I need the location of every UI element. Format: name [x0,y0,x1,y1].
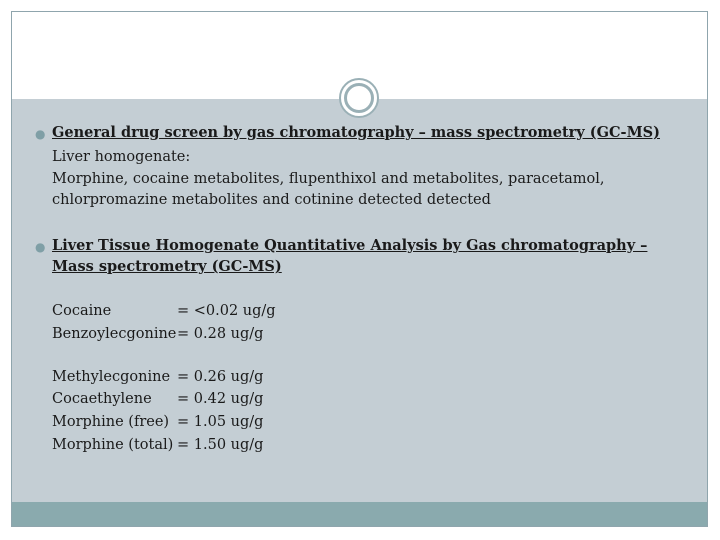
result-label: Methylecgonine [52,369,171,385]
result-label: Benzoylecgonine [52,326,177,342]
bullet-icon: ● [35,127,46,141]
result-label: Morphine (total) [52,437,174,453]
bullet-icon: ● [35,240,46,254]
circle-ornament-icon [339,78,379,118]
result-label: Morphine (free) [52,414,170,430]
result-row [52,388,263,410]
result-label: Cocaethylene [52,391,152,407]
result-label: Cocaine [52,303,112,319]
result-value: = 1.05 ug/g [177,414,264,430]
result-row [52,411,263,433]
result-value: = 1.50 ug/g [177,437,264,453]
result-row [52,434,263,456]
section1-line1: Liver homogenate: [52,149,191,165]
slide-footer [12,502,707,526]
section1-heading: General drug screen by gas chromatography – mass spectrometry (GC-MS) [52,124,660,141]
section2-heading-line1: Liver Tissue Homogenate Quantitative Analysis by Gas chromatography – [52,237,648,254]
result-value: = <0.02 ug/g [177,303,276,319]
section1-line3: chlorpromazine metabolites and cotinine detected detected [52,192,491,208]
section1-line2: Morphine, cocaine metabolites, flupenthixol and metabolites, paracetamol, [52,171,605,187]
result-value: = 0.42 ug/g [177,391,264,407]
result-value: = 0.28 ug/g [177,326,264,342]
section2-heading-line2: Mass spectrometry (GC-MS) [52,258,282,275]
result-value: = 0.26 ug/g [177,369,264,385]
result-row [52,300,276,322]
result-row [52,323,263,345]
result-row [52,366,263,388]
